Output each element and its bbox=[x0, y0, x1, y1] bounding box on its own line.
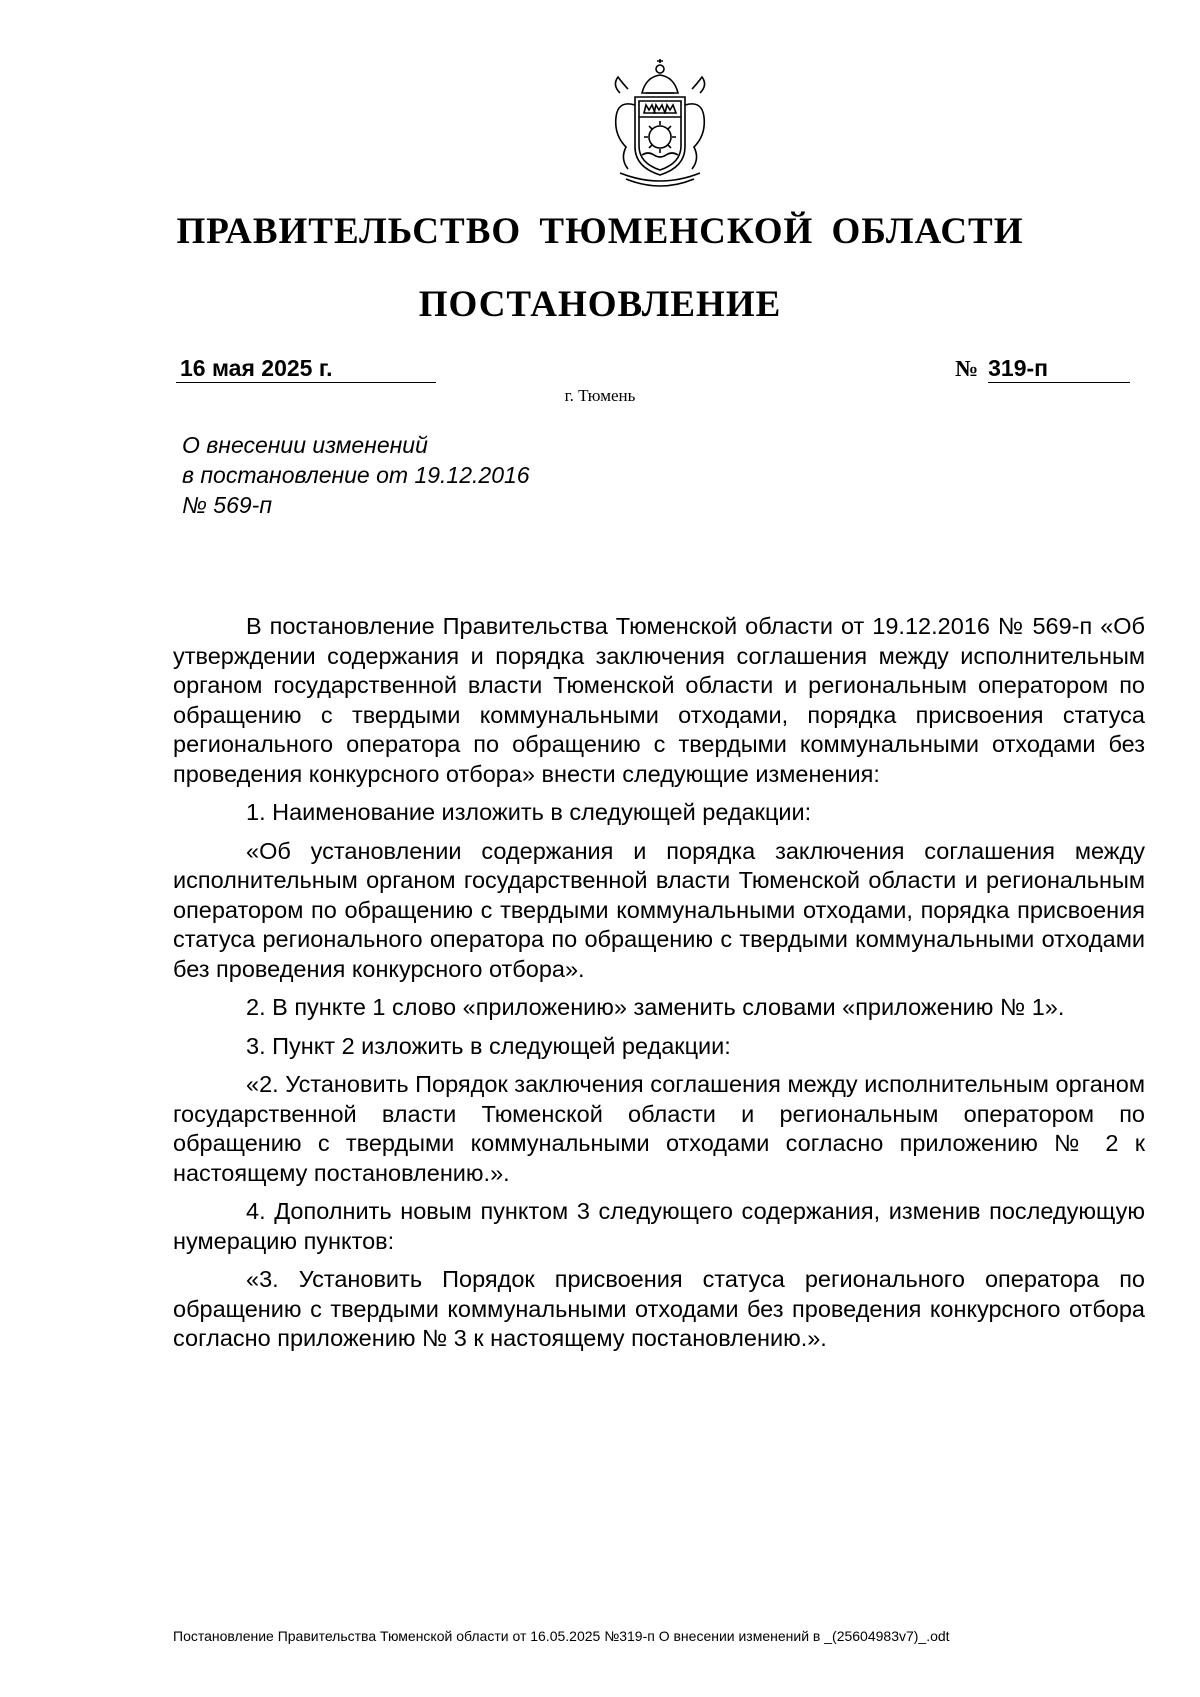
city-line: г. Тюмень bbox=[564, 386, 636, 405]
coat-of-arms-icon bbox=[590, 55, 730, 195]
body-paragraph: 3. Пункт 2 изложить в следующей редакции: bbox=[246, 1032, 731, 1059]
subject-block bbox=[182, 430, 530, 520]
body-paragraph: В постановление Правительства Тюменской области от 19.12.2016 № 569-п «Об утверждении содержания и порядка заключения соглашения между исполнительным органом государственной власти Тюменской области и региональным оператором по обращению с твердыми коммунальными отходами, порядка присвоения статуса регионального оператора по обращению с твердыми коммунальными отходами без проведения конкурсного отбора» внести следующие изменения: bbox=[173, 613, 1145, 787]
body-paragraph: 2. В пункте 1 слово «приложению» заменить словами «приложению № 1». bbox=[246, 994, 1065, 1020]
document-date: 16 мая 2025 г. bbox=[176, 354, 436, 383]
subject-line: О внесении изменений bbox=[182, 432, 428, 458]
document-footer: Постановление Правительства Тюменской области от 16.05.2025 №319-п О внесении изменений в _(25604983v7)_.odt bbox=[173, 1628, 950, 1644]
subject-line: № 569-п bbox=[182, 492, 272, 518]
document-body bbox=[173, 612, 1145, 1363]
body-paragraph: «Об установлении содержания и порядка заключения соглашения между исполнительным органом государственной власти Тюменской области и региональным оператором по обращению с твердыми коммунальными отходами, порядка присвоения статуса регионального оператора по обращению с твердыми коммунальными отходами без проведения конкурсного отбора». bbox=[173, 837, 1145, 982]
number-sign: № bbox=[955, 356, 979, 381]
body-paragraph: «2. Установить Порядок заключения соглашения между исполнительным органом государственной власти Тюменской области и региональным оператором по обращению с твердыми коммунальными отходами согласно приложению № 2 к настоящему постановлению.». bbox=[173, 1071, 1145, 1186]
body-paragraph: 4. Дополнить новым пунктом 3 следующего содержания, изменив последующую нумерацию пунктов: bbox=[173, 1198, 1145, 1254]
organization-title: ПРАВИТЕЛЬСТВО ТЮМЕНСКОЙ ОБЛАСТИ bbox=[176, 211, 1024, 252]
subject-line: в постановление от 19.12.2016 bbox=[182, 462, 530, 488]
document-type: ПОСТАНОВЛЕНИЕ bbox=[418, 284, 782, 325]
body-paragraph: «3. Установить Порядок присвоения статуса регионального оператора по обращению с твердыми коммунальными отходами без проведения конкурсного отбора согласно приложению № 3 к настоящему постановлению.». bbox=[173, 1266, 1145, 1351]
document-number: 319-п bbox=[988, 354, 1130, 383]
document-number-field bbox=[955, 354, 1135, 383]
body-paragraph: 1. Наименование изложить в следующей редакции: bbox=[246, 799, 812, 825]
